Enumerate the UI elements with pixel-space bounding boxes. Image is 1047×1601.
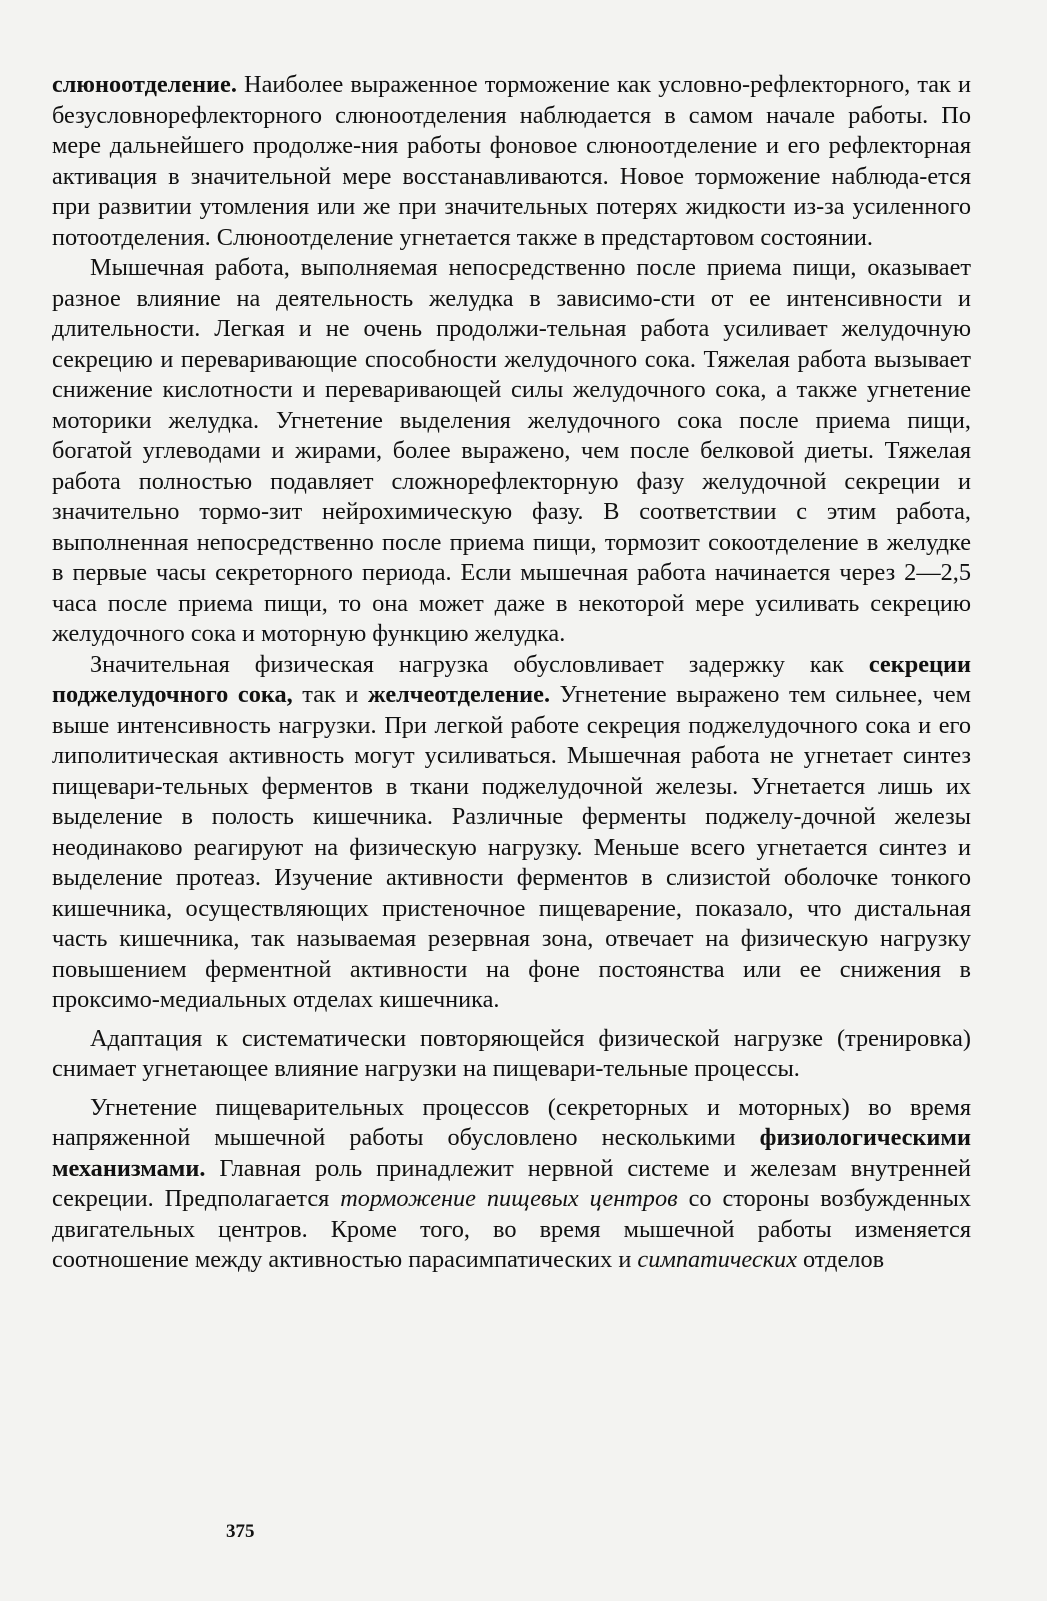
paragraph-1 (52, 70, 971, 253)
term-physiological-mechanisms: физиологическими механизмами. (52, 1124, 971, 1182)
paragraph-text: Значительная физическая нагрузка обусловливает задержку как (90, 650, 869, 678)
paragraph-5 (52, 1093, 971, 1276)
term-pancreatic-secretion: секреции поджелудочного сока, (52, 650, 971, 708)
term-sympathetic: симпатических (637, 1246, 797, 1273)
paragraph-text: Наиболее выраженное торможение как условно-рефлекторного, так и безусловнорефлекторного слюноотделения наблюдается в самом начале работы. По мере дальнейшего продолже-ния работы фоновое слюноотделение и его рефлекторная активация в значительной мере восстанавливаются. Новое торможение наблюда-ется при развитии утомления или же при значительных потерях жидкости из-за усиленного потоотделения. Слюноотделение угнетается также в предстартовом состоянии. (52, 71, 971, 251)
body-text (52, 70, 971, 1276)
paragraph-text: так и (292, 681, 369, 708)
term-bile-secretion: желчеотделение. (368, 681, 551, 708)
term-salivation: слюноотделение. (52, 71, 237, 98)
paragraph-text: со стороны возбужденных двигательных центров. Кроме того, во время мышечной работы изменяется соотношение между активностью парасимпатических и (52, 1185, 971, 1273)
term-food-centers-inhibition: торможение пищевых центров (340, 1185, 678, 1212)
paragraph-4 (52, 1024, 971, 1085)
paragraph-text: Угнетение пищеварительных процессов (секреторных и моторных) во время напряженной мышечной работы обусловлено несколькими (52, 1093, 971, 1151)
paragraph-3 (52, 650, 971, 1016)
paragraph-text: Адаптация к систематически повторяющейся физической нагрузке (тренировка) снимает угнетающее влияние нагрузки на пищевари-тельные процессы. (52, 1024, 971, 1082)
page-number: 375 (226, 1521, 255, 1542)
paragraph-text: Главная роль принадлежит нервной системе и железам внутренней секреции. Предполагается (52, 1154, 971, 1212)
paragraph-text: отделов (796, 1246, 885, 1273)
paragraph-text: Угнетение выражено тем сильнее, чем выше интенсивность нагрузки. При легкой работе секреция поджелудочного сока и его липолитическая активность могут усиливаться. Мышечная работа не угнетает синтез пищевари-тельных ферментов в ткани поджелудочной железы. Угнетается лишь их выделение в полость кишечника. Различные ферменты поджелу-дочной железы неодинаково реагируют на физическую нагрузку. Меньше всего угнетается синтез и выделение протеаз. Изучение активности ферментов в слизистой оболочке тонкого кишечника, осуществляющих пристеночное пищеварение, показало, что дистальная часть кишечника, так называемая резервная зона, отвечает на физическую нагрузку повышением ферментной активности на фоне постоянства или ее снижения в проксимо-медиальных отделах кишечника. (52, 681, 971, 1013)
paragraph-text: Мышечная работа, выполняемая непосредственно после приема пищи, оказывает разное влияние на деятельность желудка в зависимо-сти от ее интенсивности и длительности. Легкая и не очень продолжи-тельная работа усиливает желудочную секрецию и переваривающие способности желудочного сока. Тяжелая работа вызывает снижение кислотности и переваривающей силы желудочного сока, а также угнетение моторики желудка. Угнетение выделения желудочного сока после приема пищи, богатой углеводами и жирами, более выражено, чем после белковой диеты. Тяжелая работа полностью подавляет сложнорефлекторную фазу желудочной секреции и значительно тормо-зит нейрохимическую фазу. В соответствии с этим работа, выполненная непосредственно после приема пищи, тормозит сокоотделение в желудке в первые часы секреторного периода. Если мышечная работа начинается через 2—2,5 часа после приема пищи, то она может даже в некоторой мере усиливать секрецию желудочного сока и моторную функцию желудка. (52, 254, 971, 647)
paragraph-2 (52, 253, 971, 650)
